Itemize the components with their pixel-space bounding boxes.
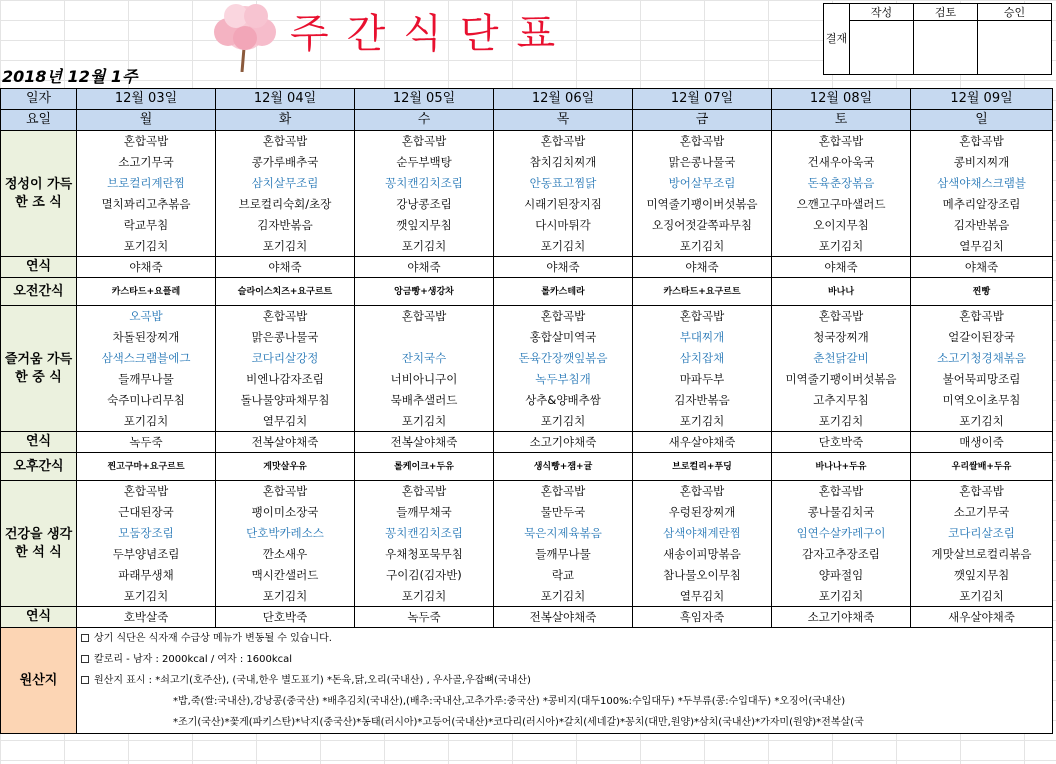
porridge-label: 연식: [1, 607, 77, 628]
menu-cell[interactable]: 혼합곡밥: [911, 131, 1053, 152]
menu-cell[interactable]: 오이지무침: [772, 215, 911, 236]
page-title: 주간식단표: [290, 11, 574, 57]
menu-cell[interactable]: 포기김치: [911, 411, 1053, 432]
menu-cell[interactable]: 깻잎지무침: [911, 565, 1053, 586]
menu-cell[interactable]: 김자반볶음: [911, 215, 1053, 236]
menu-cell[interactable]: 김자반볶음: [633, 390, 772, 411]
checkbox-square-icon: [81, 634, 89, 642]
afternoon-snack-label: 오후간식: [1, 453, 77, 481]
menu-cell[interactable]: 포기김치: [355, 236, 494, 257]
menu-cell[interactable]: 미역줄기팽이버섯볶음: [633, 194, 772, 215]
menu-cell[interactable]: 포기김치: [633, 236, 772, 257]
snack-cell[interactable]: 찐고구마+요구르트: [77, 453, 216, 481]
lunch-row: [1, 390, 1053, 411]
menu-cell-main[interactable]: 코다리살조림: [911, 523, 1053, 544]
menu-cell[interactable]: 들깨무나물: [494, 544, 633, 565]
menu-cell[interactable]: 양파절임: [772, 565, 911, 586]
snack-cell[interactable]: 슬라이스치즈+요구르트: [216, 278, 355, 306]
menu-cell[interactable]: 혼합곡밥: [77, 481, 216, 502]
menu-cell[interactable]: 차돌된장찌개: [77, 327, 216, 348]
approval-col-approve: 승인: [978, 4, 1052, 21]
date-row: [1, 89, 1053, 110]
menu-cell[interactable]: 비엔나감자조림: [216, 369, 355, 390]
porridge-cell[interactable]: 소고기야채죽: [772, 607, 911, 628]
menu-cell[interactable]: 숙주미나리무침: [77, 390, 216, 411]
menu-cell[interactable]: 파래무생채: [77, 565, 216, 586]
porridge-cell[interactable]: 녹두죽: [355, 607, 494, 628]
menu-cell[interactable]: 김자반볶음: [216, 215, 355, 236]
date-cell[interactable]: 12월 05일: [355, 89, 494, 110]
notes-line: [77, 712, 1052, 733]
porridge-cell[interactable]: 단호박죽: [216, 607, 355, 628]
breakfast-row: [1, 131, 1053, 152]
menu-cell[interactable]: 콩비지찌개: [911, 152, 1053, 173]
menu-cell[interactable]: 맑은콩나물국: [633, 152, 772, 173]
porridge-cell[interactable]: 야채죽: [633, 257, 772, 278]
dinner-row: [1, 481, 1053, 502]
menu-cell[interactable]: 혼합곡밥: [355, 306, 494, 327]
dinner-porridge-row: [1, 607, 1053, 628]
menu-cell-main[interactable]: 방어살무조림: [633, 173, 772, 194]
breakfast-row: [1, 173, 1053, 194]
menu-cell[interactable]: 포기김치: [911, 586, 1053, 607]
menu-cell[interactable]: 포기김치: [494, 586, 633, 607]
menu-cell[interactable]: 소고기무국: [911, 502, 1053, 523]
menu-cell[interactable]: 혼합곡밥: [494, 306, 633, 327]
signature-cell[interactable]: [978, 21, 1052, 75]
date-cell[interactable]: 12월 07일: [633, 89, 772, 110]
porridge-cell[interactable]: 흑임자죽: [633, 607, 772, 628]
menu-cell[interactable]: 락교무침: [77, 215, 216, 236]
menu-cell-main[interactable]: 꽁치캔김치조림: [355, 523, 494, 544]
porridge-cell[interactable]: 전복살야채죽: [494, 607, 633, 628]
porridge-label: 연식: [1, 257, 77, 278]
snack-cell[interactable]: 게맛살우유: [216, 453, 355, 481]
porridge-cell[interactable]: 소고기야채죽: [494, 432, 633, 453]
menu-cell[interactable]: 구이김(김자반): [355, 565, 494, 586]
approval-box: [823, 3, 1052, 75]
menu-cell[interactable]: 포기김치: [772, 586, 911, 607]
porridge-cell[interactable]: 야채죽: [772, 257, 911, 278]
menu-cell[interactable]: [355, 327, 494, 348]
porridge-label: 연식: [1, 432, 77, 453]
menu-cell[interactable]: 맑은콩나물국: [216, 327, 355, 348]
breakfast-row: [1, 152, 1053, 173]
menu-cell[interactable]: 콩나물김치국: [772, 502, 911, 523]
origin-row: [1, 628, 1053, 734]
lunch-row: [1, 369, 1053, 390]
menu-cell-main[interactable]: 삼색야채스크램블: [911, 173, 1053, 194]
dinner-row: [1, 586, 1053, 607]
porridge-cell[interactable]: 새우살야채죽: [633, 432, 772, 453]
menu-cell[interactable]: 혼합곡밥: [633, 131, 772, 152]
menu-cell[interactable]: 녹두부침개: [494, 369, 633, 390]
date-cell[interactable]: 12월 06일: [494, 89, 633, 110]
morning-snack-label: 오전간식: [1, 278, 77, 306]
menu-cell-main[interactable]: 삼색스크램블에그: [77, 348, 216, 369]
menu-cell[interactable]: 혼합곡밥: [633, 306, 772, 327]
signature-cell[interactable]: [850, 21, 914, 75]
signature-cell[interactable]: [914, 21, 978, 75]
menu-cell-main[interactable]: 삼치살무조림: [216, 173, 355, 194]
menu-cell[interactable]: 혼합곡밥: [911, 306, 1053, 327]
menu-cell-main[interactable]: 모둠장조림: [77, 523, 216, 544]
menu-cell[interactable]: 두부양념조림: [77, 544, 216, 565]
snack-cell[interactable]: 앙금빵+생강차: [355, 278, 494, 306]
menu-cell-main[interactable]: 코다리살강정: [216, 348, 355, 369]
menu-cell[interactable]: 깐소새우: [216, 544, 355, 565]
menu-cell[interactable]: 혼합곡밥: [772, 131, 911, 152]
notes-line-text: *조기(국산)*꽃게(파키스탄)*낙지(중국산)*동태(러시아)*고등어(국내산)*코다리(러시아)*갈치(세네갈)*꽁치(대만,원양)*삼치(국내산)*가자미(원양)*전복살(국: [173, 717, 864, 728]
dinner-row: [1, 544, 1053, 565]
menu-cell-main[interactable]: 돈육춘장볶음: [772, 173, 911, 194]
snack-cell[interactable]: 바나나+두유: [772, 453, 911, 481]
weekday-cell[interactable]: 화: [216, 110, 355, 131]
menu-cell-main[interactable]: 브로컬리계란찜: [77, 173, 216, 194]
menu-cell[interactable]: 포기김치: [77, 236, 216, 257]
menu-cell[interactable]: 혼합곡밥: [494, 481, 633, 502]
menu-cell-main[interactable]: 돈육간장깻잎볶음: [494, 348, 633, 369]
notes-line-text: 원산지 표시 : *쇠고기(호주산), (국내,한우 별도표기) *돈육,닭,오리(국내산) , 우사골,우잡뼈(국내산): [94, 675, 531, 686]
menu-cell[interactable]: 포기김치: [355, 586, 494, 607]
snack-cell[interactable]: 바나나: [772, 278, 911, 306]
porridge-cell[interactable]: 야채죽: [355, 257, 494, 278]
menu-cell[interactable]: 혼합곡밥: [494, 131, 633, 152]
menu-cell[interactable]: 상추&양배추쌈: [494, 390, 633, 411]
menu-cell[interactable]: 깻잎지무침: [355, 215, 494, 236]
origin-label: 원산지: [1, 628, 77, 734]
menu-cell[interactable]: 혼합곡밥: [633, 481, 772, 502]
menu-cell[interactable]: 청국장찌개: [772, 327, 911, 348]
menu-cell[interactable]: 혼합곡밥: [772, 481, 911, 502]
menu-cell[interactable]: 혼합곡밥: [216, 131, 355, 152]
lunch-row: [1, 306, 1053, 327]
menu-cell[interactable]: 우렁된장찌개: [633, 502, 772, 523]
menu-cell[interactable]: 포기김치: [633, 411, 772, 432]
menu-cell[interactable]: 부대찌개: [633, 327, 772, 348]
menu-cell[interactable]: 얼갈이된장국: [911, 327, 1053, 348]
lunch-porridge-row: [1, 432, 1053, 453]
menu-cell[interactable]: 포기김치: [216, 586, 355, 607]
dinner-row: [1, 565, 1053, 586]
weekday-cell[interactable]: 목: [494, 110, 633, 131]
snack-cell[interactable]: 카스타드+요구르트: [633, 278, 772, 306]
weekday-row: [1, 110, 1053, 131]
lunch-row: [1, 348, 1053, 369]
snack-cell[interactable]: 우리쌀배+두유: [911, 453, 1053, 481]
afternoon-snack-row: [1, 453, 1053, 481]
menu-cell[interactable]: 마파두부: [633, 369, 772, 390]
snack-cell[interactable]: 롤케이크+두유: [355, 453, 494, 481]
menu-cell[interactable]: 물만두국: [494, 502, 633, 523]
date-cell[interactable]: 12월 03일: [77, 89, 216, 110]
porridge-cell[interactable]: 녹두죽: [77, 432, 216, 453]
menu-cell-main[interactable]: 임연수살카레구이: [772, 523, 911, 544]
menu-cell[interactable]: 강낭콩조림: [355, 194, 494, 215]
menu-cell[interactable]: 감자고추장조림: [772, 544, 911, 565]
menu-cell[interactable]: 소고기무국: [77, 152, 216, 173]
breakfast-label: 정성이 가득한 조 식: [1, 131, 77, 257]
menu-cell[interactable]: 시래기된장지짐: [494, 194, 633, 215]
breakfast-row: [1, 194, 1053, 215]
porridge-cell[interactable]: 야채죽: [911, 257, 1053, 278]
menu-cell-main[interactable]: 안동표고찜닭: [494, 173, 633, 194]
menu-cell[interactable]: 순두부백탕: [355, 152, 494, 173]
menu-cell[interactable]: 들깨무채국: [355, 502, 494, 523]
menu-cell[interactable]: 너비아니구이: [355, 369, 494, 390]
menu-cell[interactable]: 미역줄기팽이버섯볶음: [772, 369, 911, 390]
porridge-cell[interactable]: 단호박죽: [772, 432, 911, 453]
approval-col-review: 검토: [914, 4, 978, 21]
notes-line: [77, 628, 1052, 649]
notes-line-text: 칼로리 - 남자 : 2000kcal / 여자 : 1600kcal: [94, 654, 293, 665]
menu-cell[interactable]: 다시마튀각: [494, 215, 633, 236]
menu-cell[interactable]: 맥시칸샐러드: [216, 565, 355, 586]
menu-cell[interactable]: 오곡밥: [77, 306, 216, 327]
porridge-cell[interactable]: 야채죽: [494, 257, 633, 278]
menu-cell[interactable]: 브로컬리숙회/초장: [216, 194, 355, 215]
approval-col-write: 작성: [850, 4, 914, 21]
menu-cell[interactable]: 열무김치: [216, 411, 355, 432]
menu-cell[interactable]: 포기김치: [216, 236, 355, 257]
menu-cell[interactable]: 포기김치: [772, 236, 911, 257]
menu-cell[interactable]: 혼합곡밥: [77, 131, 216, 152]
notes-line: [77, 649, 1052, 670]
porridge-cell[interactable]: 호박살죽: [77, 607, 216, 628]
menu-cell[interactable]: 근대된장국: [77, 502, 216, 523]
weekday-cell[interactable]: 수: [355, 110, 494, 131]
meal-table: [0, 88, 1053, 734]
lunch-label: 즐거움 가득한 중 식: [1, 306, 77, 432]
menu-cell[interactable]: 락교: [494, 565, 633, 586]
menu-cell[interactable]: 혼합곡밥: [355, 131, 494, 152]
porridge-cell[interactable]: 야채죽: [216, 257, 355, 278]
menu-cell[interactable]: 포기김치: [772, 411, 911, 432]
menu-cell[interactable]: 열무김치: [633, 586, 772, 607]
menu-cell[interactable]: 참나물오이무침: [633, 565, 772, 586]
notes-line: [77, 670, 1052, 691]
date-label: 일자: [1, 89, 77, 110]
weekday-cell[interactable]: 일: [911, 110, 1053, 131]
menu-cell[interactable]: 건새우아욱국: [772, 152, 911, 173]
week-label: 2018년 12월 1주: [2, 67, 138, 86]
menu-cell[interactable]: 혼합곡밥: [355, 481, 494, 502]
approval-label: 결재: [824, 4, 850, 75]
snack-cell[interactable]: 생식빵+잼+귤: [494, 453, 633, 481]
lunch-row: [1, 327, 1053, 348]
snack-cell[interactable]: 롤카스테라: [494, 278, 633, 306]
menu-cell[interactable]: 혼합곡밥: [216, 306, 355, 327]
menu-cell[interactable]: 으깬고구마샐러드: [772, 194, 911, 215]
menu-cell-main[interactable]: 묵은지제육볶음: [494, 523, 633, 544]
origin-notes[interactable]: [77, 628, 1053, 734]
menu-cell[interactable]: 참치김치찌개: [494, 152, 633, 173]
menu-cell[interactable]: 오징어젓갈쪽파무침: [633, 215, 772, 236]
weekday-cell[interactable]: 금: [633, 110, 772, 131]
menu-cell[interactable]: 미역오이초무침: [911, 390, 1053, 411]
menu-cell[interactable]: 포기김치: [494, 411, 633, 432]
menu-cell-main[interactable]: 춘천닭갈비: [772, 348, 911, 369]
cherry-blossom-tree-icon: [206, 2, 284, 72]
menu-cell-main[interactable]: 삼치잡채: [633, 348, 772, 369]
date-cell[interactable]: 12월 08일: [772, 89, 911, 110]
checkbox-square-icon: [81, 676, 89, 684]
lunch-row: [1, 411, 1053, 432]
snack-cell[interactable]: 카스타드+요플레: [77, 278, 216, 306]
menu-cell[interactable]: 게맛살브로컬리볶음: [911, 544, 1053, 565]
notes-line-text: 상기 식단은 식자재 수급상 메뉴가 변동될 수 있습니다.: [94, 633, 332, 644]
menu-cell-main[interactable]: 잔치국수: [355, 348, 494, 369]
menu-cell-main[interactable]: 단호박카레소스: [216, 523, 355, 544]
menu-cell[interactable]: 포기김치: [77, 411, 216, 432]
menu-cell[interactable]: 포기김치: [355, 411, 494, 432]
breakfast-row: [1, 215, 1053, 236]
breakfast-row: [1, 236, 1053, 257]
menu-cell[interactable]: 콩가루배추국: [216, 152, 355, 173]
dinner-row: [1, 523, 1053, 544]
morning-snack-row: [1, 278, 1053, 306]
porridge-cell[interactable]: 새우살야채죽: [911, 607, 1053, 628]
menu-cell[interactable]: 고추지무침: [772, 390, 911, 411]
dinner-label: 건강을 생각한 석 식: [1, 481, 77, 607]
menu-cell[interactable]: 홍합살미역국: [494, 327, 633, 348]
porridge-cell[interactable]: 전복살야채죽: [216, 432, 355, 453]
menu-cell-main[interactable]: 소고기청경채볶음: [911, 348, 1053, 369]
menu-cell[interactable]: 혼합곡밥: [911, 481, 1053, 502]
weekday-label: 요일: [1, 110, 77, 131]
menu-cell[interactable]: 열무김치: [911, 236, 1053, 257]
date-cell[interactable]: 12월 04일: [216, 89, 355, 110]
menu-cell[interactable]: 새송이피망볶음: [633, 544, 772, 565]
notes-line-text: *밥,죽(쌀:국내산),강낭콩(중국산) *배추김치(국내산),(배추:국내산,고추가루:중국산) *콩비지(대두100%:수입대두) *두부류(콩:수입대두) *오징어(국내산): [173, 696, 846, 707]
menu-cell[interactable]: 메추리알장조림: [911, 194, 1053, 215]
porridge-cell[interactable]: 야채죽: [77, 257, 216, 278]
dinner-row: [1, 502, 1053, 523]
menu-cell[interactable]: 포기김치: [494, 236, 633, 257]
menu-cell[interactable]: 혼합곡밥: [772, 306, 911, 327]
porridge-cell[interactable]: 매생이죽: [911, 432, 1053, 453]
menu-cell[interactable]: 묵배추샐러드: [355, 390, 494, 411]
menu-cell[interactable]: 포기김치: [77, 586, 216, 607]
menu-cell[interactable]: 팽이미소장국: [216, 502, 355, 523]
menu-cell[interactable]: 혼합곡밥: [216, 481, 355, 502]
breakfast-porridge-row: [1, 257, 1053, 278]
weekday-cell[interactable]: 토: [772, 110, 911, 131]
menu-cell[interactable]: 멸치꽈리고추볶음: [77, 194, 216, 215]
menu-cell[interactable]: 들깨무나물: [77, 369, 216, 390]
snack-cell[interactable]: 브로컬리+푸딩: [633, 453, 772, 481]
checkbox-square-icon: [81, 655, 89, 663]
porridge-cell[interactable]: 전복살야채죽: [355, 432, 494, 453]
notes-line: [77, 691, 1052, 712]
menu-cell[interactable]: 불어묵피망조림: [911, 369, 1053, 390]
snack-cell[interactable]: 찐빵: [911, 278, 1053, 306]
menu-cell-main[interactable]: 꽁치캔김치조림: [355, 173, 494, 194]
menu-cell-main[interactable]: 삼색야채계란찜: [633, 523, 772, 544]
menu-cell[interactable]: 우채청포묵무침: [355, 544, 494, 565]
date-cell[interactable]: 12월 09일: [911, 89, 1053, 110]
menu-cell[interactable]: 돌나물양파채무침: [216, 390, 355, 411]
weekday-cell[interactable]: 월: [77, 110, 216, 131]
